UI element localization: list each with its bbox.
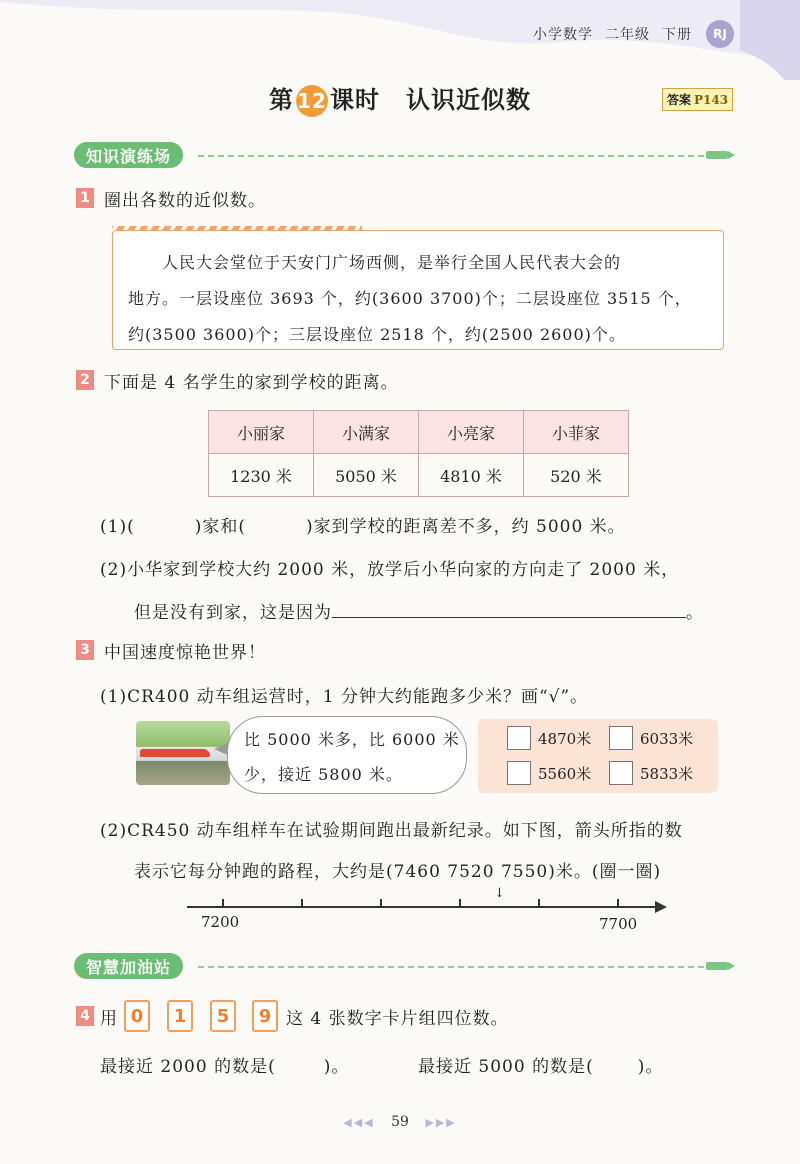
table-header-cell: 小亮家	[419, 411, 524, 454]
checkbox[interactable]	[609, 726, 633, 750]
table-header-cell: 小满家	[314, 411, 419, 454]
digit-card: 5	[210, 1000, 236, 1032]
distance-table	[208, 410, 629, 497]
number-line-start-label: 7200	[201, 913, 240, 931]
pencil-icon	[706, 151, 728, 159]
option-label: 5833米	[640, 765, 694, 783]
table-row	[209, 411, 629, 454]
question-number-1: 1	[76, 188, 94, 208]
section-banner-practice	[74, 142, 183, 168]
title-prefix: 第	[269, 86, 294, 114]
table-header-cell: 小菲家	[524, 411, 629, 454]
question-2-text: 下面是 4 名学生的家到学校的距离。	[104, 373, 399, 393]
digit-card: 9	[252, 1000, 278, 1032]
part-a-text: 最接近 2000 的数是(	[100, 1057, 276, 1077]
subject-label: 小学数学	[533, 27, 593, 43]
answer-line[interactable]	[332, 599, 686, 618]
number-line-tick	[380, 899, 382, 907]
answer-reference	[662, 88, 733, 111]
number-line-axis	[187, 906, 657, 908]
checkbox[interactable]	[507, 761, 531, 785]
question-4-part-a	[100, 1052, 349, 1077]
section-divider	[198, 155, 704, 157]
section-divider	[198, 966, 704, 968]
question-4-part-b	[418, 1052, 663, 1077]
table-header-cell: 小丽家	[209, 411, 314, 454]
section-banner-challenge	[74, 953, 183, 979]
option-label: 4870米	[538, 730, 592, 748]
digit-card: 0	[124, 1000, 150, 1032]
passage-line: 约(3500 3600)个；三层设座位 2518 个，约(2500 2600)个。	[128, 325, 626, 344]
table-cell: 4810 米	[419, 454, 524, 497]
question-3-text: 中国速度惊艳世界！	[104, 643, 266, 663]
checkbox[interactable]	[609, 761, 633, 785]
pencil-icon	[706, 962, 728, 970]
number-line-tick	[222, 899, 224, 907]
bubble-text: 少，接近 5800 米。	[244, 765, 403, 784]
volume-label: 下册	[662, 27, 692, 43]
number-line-tick	[617, 899, 619, 907]
page-number: 59	[391, 1114, 409, 1130]
number-line-arrowhead	[655, 901, 667, 913]
table-cell: 520 米	[524, 454, 629, 497]
title-suffix: 课时	[330, 86, 380, 114]
question-4-prefix: 用	[100, 1009, 118, 1029]
lesson-topic: 认识近似数	[406, 86, 531, 114]
answer-page: P143	[694, 93, 729, 107]
option-label: 5560米	[538, 765, 592, 783]
sub1-part: )家和(	[194, 517, 246, 537]
section-label: 知识演练场	[86, 146, 172, 166]
passage-line: 人民大会堂位于天安门广场西侧，是举行全国人民代表大会的	[162, 253, 622, 272]
number-line-tick	[301, 899, 303, 907]
question-number-3: 3	[76, 640, 94, 660]
question-3-sub2-line2: 表示它每分钟跑的路程，大约是(7460 7520 7550)米。(圈一圈)	[134, 862, 662, 882]
part-a-end: )。	[323, 1057, 350, 1077]
sub1-part: )家到学校的距离差不多，约 5000 米。	[305, 517, 626, 537]
section-label: 智慧加油站	[86, 957, 172, 977]
option-label: 6033米	[640, 730, 694, 748]
question-4-text: 这 4 张数字卡片组四位数。	[286, 1009, 509, 1029]
question-2-sub2-line1: (2)小华家到学校大约 2000 米，放学后小华向家的方向走了 2000 米，	[100, 560, 680, 580]
page-footer	[0, 1114, 800, 1130]
question-number-4: 4	[76, 1006, 94, 1026]
edition-badge: RJ	[706, 20, 734, 48]
down-arrow-icon: ↓	[494, 886, 505, 901]
digit-card: 1	[167, 1000, 193, 1032]
question-number-2: 2	[76, 370, 94, 390]
grade-label: 二年级	[605, 27, 650, 43]
question-3-sub2-line1: (2)CR450 动车组样车在试验期间跑出最新纪录。如下图，箭头所指的数	[100, 821, 683, 841]
table-cell: 5050 米	[314, 454, 419, 497]
passage-line: 地方。一层设座位 3693 个，约(3600 3700)个；二层设座位 3515 个，	[128, 289, 692, 308]
question-3-sub1: (1)CR400 动车组运营时，1 分钟大约能跑多少米？画“√”。	[100, 687, 589, 707]
question-2-sub1	[100, 512, 626, 537]
sub1-part: (1)(	[100, 517, 135, 537]
part-b-text: 最接近 5000 的数是(	[418, 1057, 594, 1077]
lesson-number-badge: 12	[296, 85, 328, 117]
arrows-right-icon: ▶▶▶	[425, 1116, 457, 1129]
number-line-tick	[459, 899, 461, 907]
question-2-sub2-line2	[134, 598, 704, 623]
sub2-end: 。	[686, 603, 704, 623]
answer-label: 答案	[667, 93, 692, 107]
sub2-text: 但是没有到家，这是因为	[134, 603, 332, 623]
table-cell: 1230 米	[209, 454, 314, 497]
table-row	[209, 454, 629, 497]
checkbox[interactable]	[507, 726, 531, 750]
number-line-end-label: 7700	[599, 915, 638, 933]
part-b-end: )。	[637, 1057, 664, 1077]
arrows-left-icon: ◀◀◀	[343, 1116, 375, 1129]
question-1-text: 圈出各数的近似数。	[104, 191, 266, 211]
number-line-tick	[538, 899, 540, 907]
bubble-text: 比 5000 米多，比 6000 米	[244, 730, 460, 749]
